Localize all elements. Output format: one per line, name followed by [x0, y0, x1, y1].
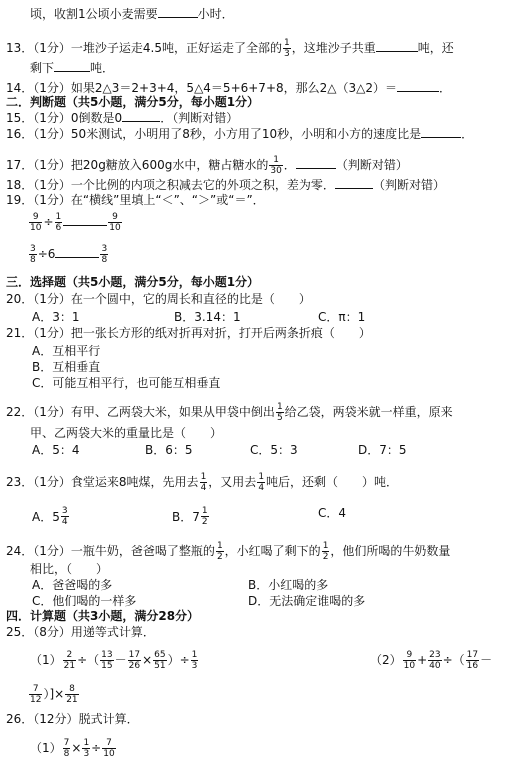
question-text: 用递等式计算． [70, 625, 155, 639]
answer-blank[interactable] [63, 216, 107, 226]
q15-line [6, 110, 238, 125]
q25-part-1: （1） $\frac{2}{21}$ ÷（ $\frac{13}{15}$ － $\frac{17}{26}$ × $\frac{65}{51}$ ）÷ $\frac{1}{3}$ [30, 650, 198, 671]
question-score: （1分） [33, 544, 71, 558]
option[interactable]: B．3.14：1 [174, 310, 241, 324]
question-text: 把一张长方形的纸对折再对折，打开后两条折痕（ ） [70, 326, 371, 340]
q22-line-2: 甲、乙两袋大米的重量比是（ ） [30, 426, 223, 440]
question-number: 26． [6, 712, 34, 726]
question-text: ，又用去 [208, 475, 257, 489]
fraction: $\frac{1}{30}$ [270, 155, 282, 176]
fraction: $\frac{1}{3}$ [284, 38, 290, 59]
question-text: 吨，还 [417, 41, 454, 55]
answer-blank[interactable] [158, 6, 198, 18]
question-text: 给乙袋，两袋米就一样重，原来 [284, 405, 453, 419]
question-text: 一个比例的内项之积减去它的外项之积，差为零． [70, 178, 335, 192]
option[interactable]: C．4 [318, 506, 347, 520]
option[interactable]: A．5：4 [32, 443, 80, 457]
question-text: ，他们所喝的牛奶数量 [330, 544, 451, 558]
option[interactable]: A．互相平行 [32, 344, 101, 358]
q21-line [6, 326, 371, 340]
q14-line [6, 80, 451, 95]
question-score: （1分） [33, 326, 71, 340]
option[interactable]: B．小红喝的多 [248, 578, 329, 592]
question-score: （1分） [33, 127, 71, 141]
q13-line [6, 38, 454, 59]
question-score: （1分） [33, 111, 71, 125]
q18-line [6, 177, 445, 192]
q20-line [6, 292, 311, 306]
question-score: （1分） [33, 475, 71, 489]
answer-blank[interactable] [54, 60, 90, 72]
q19-expr-1: $\frac{9}{10}$ ÷ $\frac{1}{6}$ $\frac{9}{10}$ [30, 212, 121, 233]
fraction: $\frac{1}{2}$ [322, 541, 329, 562]
question-number: 18． [6, 178, 34, 192]
section-title: 三．选择题（共5小题，满分5分，每小题1分） [6, 275, 260, 289]
question-text: ，小红喝了剩下的 [224, 544, 321, 558]
question-text: 一瓶牛奶，爸爸喝了整瓶的 [70, 544, 215, 558]
q24-line-2: 相比，（ ） [30, 562, 109, 576]
question-text: 把20g糖放入600g水中，糖占糖水的 [70, 158, 269, 172]
question-score: （1分） [33, 178, 71, 192]
q25-line [6, 625, 155, 639]
q12-text-end: 小时． [197, 7, 234, 21]
q12-text: 顷，收割1公顷小麦需要 [30, 7, 158, 21]
q19-expr-2: $\frac{3}{8}$ ÷6 $\frac{3}{8}$ [30, 244, 108, 265]
option[interactable]: C．可能互相平行，也可能互相垂直 [32, 376, 221, 390]
question-text: 0倒数是0 [70, 111, 123, 125]
question-score: （1分） [33, 193, 71, 207]
q13-line-2 [30, 60, 114, 75]
question-score: （8分） [33, 625, 71, 639]
option[interactable]: B． 7 $\frac{1}{2}$ [172, 506, 208, 527]
question-number: 16． [6, 127, 34, 141]
question-score: （1分） [33, 292, 71, 306]
q16-line [6, 126, 473, 141]
option[interactable]: D．无法确定谁喝的多 [248, 594, 366, 608]
question-text: ．（判断对错） [160, 111, 239, 125]
question-number: 17． [6, 158, 34, 172]
question-number: 24． [6, 544, 34, 558]
option[interactable]: A． 5 $\frac{3}{4}$ [32, 506, 68, 527]
question-text: 吨后，还剩（ ）吨． [266, 475, 399, 489]
q26-line [6, 712, 139, 726]
question-score: （1分） [33, 405, 71, 419]
section-title: 四．计算题（共3小题，满分28分） [6, 609, 200, 623]
section-title: 二．判断题（共5小题，满分5分，每小题1分） [6, 95, 260, 109]
q24-line [6, 541, 450, 562]
answer-blank[interactable] [55, 248, 99, 258]
question-text: 吨． [90, 61, 115, 75]
answer-blank[interactable] [376, 40, 418, 52]
answer-blank[interactable] [421, 126, 461, 138]
q23-line [6, 472, 398, 493]
question-number: 14． [6, 81, 34, 95]
question-number: 22． [6, 405, 34, 419]
question-text: 在一个圆中，它的周长和直径的比是（ ） [70, 292, 311, 306]
question-text: 50米测试，小明用了8秒，小方用了10秒，小明和小方的速度比是 [70, 127, 422, 141]
q17-line [6, 155, 408, 176]
question-text: 如果2△3＝2+3+4，5△4＝5+6+7+8，那么2△（3△2）＝ [70, 81, 397, 95]
q25-part-2-cont: $\frac{7}{12}$ ）]× $\frac{8}{21}$ [30, 684, 78, 705]
question-text: ． [461, 127, 474, 141]
question-text: 脱式计算． [78, 712, 139, 726]
question-number: 13． [6, 41, 34, 55]
question-text: 在“横线”里填上“＜”、“＞”或“＝”． [70, 193, 265, 207]
question-text: 食堂运来8吨煤，先用去 [70, 475, 199, 489]
question-text: ． [283, 158, 296, 172]
fraction: $\frac{1}{5}$ [276, 402, 283, 423]
answer-blank[interactable] [335, 177, 373, 189]
q22-line [6, 402, 453, 423]
question-number: 25． [6, 625, 34, 639]
question-score: （12分） [33, 712, 79, 726]
question-score: （1分） [33, 81, 71, 95]
question-text: （判断对错） [372, 178, 445, 192]
option[interactable]: C．他们喝的一样多 [32, 594, 137, 608]
question-text: ，这堆沙子共重 [291, 41, 376, 55]
option[interactable]: D．7：5 [358, 443, 407, 457]
question-number: 19． [6, 193, 34, 207]
fraction: $\frac{1}{2}$ [216, 541, 223, 562]
q12-line [30, 6, 234, 21]
option[interactable]: C．5：3 [250, 443, 298, 457]
question-text: 剩下 [30, 61, 55, 75]
option[interactable]: A．3：1 [32, 310, 80, 324]
q25-part-2: （2） $\frac{9}{10}$ + $\frac{23}{40}$ ÷（ $\frac{17}{16}$ － [370, 650, 493, 671]
option[interactable]: C．π：1 [318, 310, 366, 324]
fraction: $\frac{1}{4}$ [258, 472, 265, 493]
question-number: 23． [6, 475, 34, 489]
question-number: 21． [6, 326, 34, 340]
option[interactable]: A．爸爸喝的多 [32, 578, 113, 592]
question-score: （1分） [33, 158, 71, 172]
answer-blank[interactable] [122, 110, 160, 122]
option[interactable]: B．6：5 [145, 443, 193, 457]
q26-part-1: （1） $\frac{7}{8}$ × $\frac{1}{3}$ ÷ $\frac{7}{10}$ [30, 738, 115, 759]
option[interactable]: B．互相垂直 [32, 360, 101, 374]
question-text: ． [439, 81, 452, 95]
question-number: 20． [6, 292, 34, 306]
fraction: $\frac{1}{4}$ [200, 472, 207, 493]
q19-line [6, 193, 265, 207]
question-text: 有甲、乙两袋大米，如果从甲袋中倒出 [70, 405, 275, 419]
question-score: （1分） [33, 41, 71, 55]
question-number: 15． [6, 111, 34, 125]
question-text: （判断对错） [335, 158, 408, 172]
answer-blank[interactable] [296, 157, 336, 169]
question-text: 一堆沙子运走4.5吨，正好运走了全部的 [70, 41, 283, 55]
answer-blank[interactable] [397, 80, 439, 92]
